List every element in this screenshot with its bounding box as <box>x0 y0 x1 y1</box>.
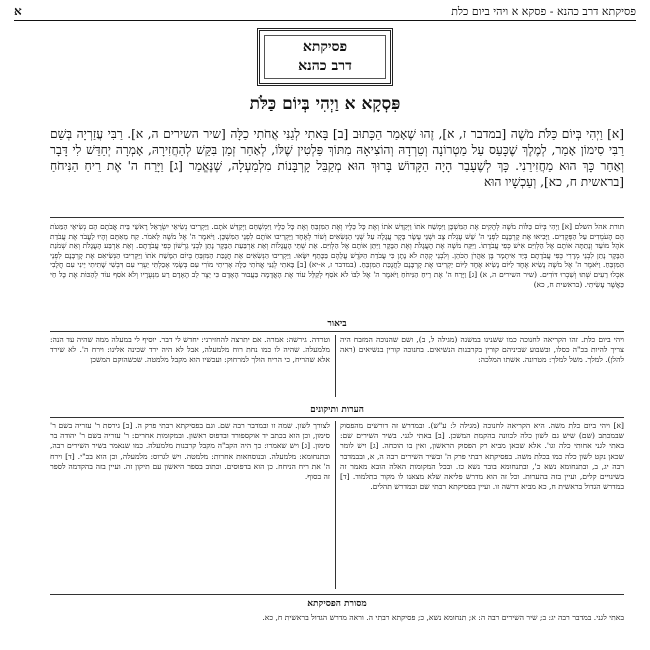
sources-text: באתי לגני. במדבר רבה יג: ב; שיר השירים רבה ה: א; תנחומא נשא, כ; פסיקתא רבתי ה. וראה מדרש הגדול בראשית ח, כא. <box>262 613 624 622</box>
sources-heading: מסורת הפסיקתא <box>307 599 367 609</box>
main-divider <box>50 217 624 218</box>
notes-right-column <box>340 421 624 589</box>
notes-column-divider <box>335 421 336 589</box>
notes-heading: הערות ותיקונים <box>310 405 364 415</box>
sources-block <box>50 613 624 623</box>
notes-left-column <box>50 421 330 589</box>
biur-right-text: ויהי ביום כלת. זהו הקריאה לחנוכה כמו ששנינו במשנה (מגילה ל, ב), ושם שהנוכה המזבח היה צריך להיות בכ"ה כסלו, ובשבוע שביניהם קורין בקרבנות הנשיאים. בחנוכה קורין בנשיאים (ראה להלן). למלך. משל למלך: מטרונה. אשתו המלכה: <box>340 335 624 365</box>
notes-rule <box>50 417 624 418</box>
page-letter: א <box>14 3 22 18</box>
running-header <box>14 2 636 21</box>
notes-left-text: לצורך לשון. שמה זו ובמדבר רבה שם. וגם בפסיקתא רבתי פרק ה. [ב] גירסת ר' עזריה בשם ר' סימון, וכן הוא בכתב יד אוקספורד ובדפוס ראשון. ובמקומות אחרים: ר' עזריה בשם ר' יהודה בר סימון. [ג] ויש שאמרו: כך היה הקב"ה מקבל קרבנות מלמעלה. כמו שנאמר בשיר השירים רבה, ובתנחומא: מלמעלה. ובנוסחאות אחרות: מלמטה. ויש לגרוס: מלמעלה, וכן הוא בכ"י. [ד] וירח ה' את ריח הניחח. כן הוא בדפוסים. וכתוב בספר היאשון עם תיקון זה. ועיין בזה בהקדמה לספר זה בסוף. <box>50 421 330 482</box>
biur-column-divider <box>335 335 336 397</box>
sources-rule <box>50 594 624 595</box>
biur-heading: ביאור <box>327 319 347 329</box>
notes-right-text: [א] ויהי ביום כלת משה. היא הקריאה לחנוכה (מגילה ל: ע"ש). ובמדרש זה דורשים מהפסוק שבמכתב (שם) שיש גם לשון כלה לכוונה בהקמת המשכן. [ב] באתי לגני. בשיר השירים שם: באתי לגני אחותי כלה וגו'. אלא שכאן מביא רק הפסוק הראשון, ואין בו הוכחה. [ג] ויש לומר שכאן נקט לשון כלה כמו בכלת משה. בפסיקתא רבתי פרק ה' ובשיר השירים רבה ה, א, ובבמדבר רבה יג, ב, ובתנחומא נשא כ', ובתנחומא בובר נשא כז. ובכל המקומות האלה הובא מאמר זה בשינויים קלים, ועיין בזה בהערות. וכל זה הוא מדרש פליאה שלא מצאנו לו מקור בתלמוד. [ד] במדרש הגדול בראשית ח, כא מביא דרשה זו. ועיין בפסיקתא רבתי שם ובמדרש תהלים. <box>340 421 624 492</box>
title-box <box>257 28 393 86</box>
main-text: [א] וַיְהִי בְּיוֹם כַּלֹּת מֹשֶׁה [במדבר ז, א], זֶהוּ שֶׁאָמַר הַכָּתוּב [ב] בָּאתִי לְגַנִּי אֲחֹתִי כַלָּה [שיר השירים ה, א]. רַבִּי עֲזַרְיָה בְּשֵׁם רַבִּי סִימוֹן אָמַר, לְמֶלֶךְ שֶׁכָּעַס עַל מַטְרוֹנָה וְטֵרְדָהּ וְהוֹצִיאָהּ מִתּוֹךְ פַּלְטִין שֶׁלּוֹ, לְאַחַר זְמַן בִּקֵּשׁ לְהַחֲזִירָהּ, אָמְרָה יְחַדֵּשׁ לִי דָּבָר וְאַחַר כָּךְ הוּא מַחֲזִירֵנִי. כָּךְ לְשֶׁעָבַר הָיָה הַקָּדוֹשׁ בָּרוּךְ הוּא מְקַבֵּל קָרְבָּנוֹת מִלְמַעְלָה, שֶׁנֶּאֱמַר [ג] וַיָּרַח ה' אֶת רֵיחַ הַנִּיחֹחַ [בראשית ח, כא], וְעַכְשָׁיו הוּא <box>50 127 624 189</box>
biur-left-text: וטרדה. גירשה: אמרה. אם יתרצה להחזירני: יחדש לי דבר. יוסיף לי במעלה ממה שהיה עד הנה: מלמעלה. שהיה לו כמו נחת רוח מלמעלה, אבל לא היה ירד שכינה אלינו: וירח ה'. לא שירד אלא שהריח, כי הריח הולך למרחוק: ועכשיו הוא מקבל מלמטה. שכשהוקם המשכן <box>50 335 330 365</box>
main-text-block <box>50 126 624 190</box>
title-line-2: דרב כהנא <box>298 58 352 74</box>
scripture-commentary-block <box>50 222 624 289</box>
biur-left-column <box>50 335 330 367</box>
biur-right-column <box>340 335 624 367</box>
chapter-heading: פִּסְקָא א וַיְהִי בְּיוֹם כַּלֹּת <box>249 94 401 114</box>
biur-rule <box>50 331 624 332</box>
title-line-1: פסיקתא <box>302 39 348 55</box>
title-box-text <box>298 38 352 76</box>
commentary-text: תורת אהל השלם [א] וַיְהִי בְּיוֹם כַּלּוֹת מֹשֶׁה לְהָקִים אֶת הַמִּשְׁכָּן וַיִּמְשַׁח אֹתוֹ וַיְקַדֵּשׁ אֹתוֹ וְאֶת כָּל כֵּלָיו וְאֶת הַמִּזְבֵּחַ וְאֶת כָּל כֵּלָיו וַיִּמְשָׁחֵם וַיְקַדֵּשׁ אֹתָם. וַיַּקְרִיבוּ נְשִׂיאֵי יִשְׂרָאֵל רָאשֵׁי בֵּית אֲבֹתָם הֵם נְשִׂיאֵי הַמַּטֹּת הֵם הָעֹמְדִים עַל הַפְּקֻדִים. וַיָּבִיאוּ אֶת קָרְבָּנָם לִפְנֵי ה' שֵׁשׁ עֶגְלֹת צָב וּשְׁנֵי עָשָׂר בָּקָר עֲגָלָה עַל שְׁנֵי הַנְּשִׂאִים וְשׁוֹר לְאֶחָד וַיַּקְרִיבוּ אוֹתָם לִפְנֵי הַמִּשְׁכָּן. וַיֹּאמֶר ה' אֶל מֹשֶׁה לֵּאמֹר. קַח מֵאִתָּם וְהָיוּ לַעֲבֹד אֶת עֲבֹדַת אֹהֶל מוֹעֵד וְנָתַתָּה אוֹתָם אֶל הַלְוִיִּם אִישׁ כְּפִי עֲבֹדָתוֹ. וַיִּקַּח מֹשֶׁה אֶת הָעֲגָלֹת וְאֶת הַבָּקָר וַיִּתֵּן אוֹתָם אֶל הַלְוִיִּם. אֵת שְׁתֵּי הָעֲגָלוֹת וְאֵת אַרְבַּעַת הַבָּקָר נָתַן לִבְנֵי גֵרְשׁוֹן כְּפִי עֲבֹדָתָם. וְאֵת אַרְבַּע הָעֲגָלֹת וְאֵת שְׁמֹנַת הַבָּקָר נָתַן לִבְנֵי מְרָרִי כְּפִי עֲבֹדָתָם בְּיַד אִיתָמָר בֶּן אַהֲרֹן הַכֹּהֵן. וְלִבְנֵי קְהָת לֹא נָתָן כִּי עֲבֹדַת הַקֹּדֶשׁ עֲלֵהֶם בַּכָּתֵף יִשָּׂאוּ. וַיַּקְרִיבוּ הַנְּשִׂאִים אֵת חֲנֻכַּת הַמִּזְבֵּחַ בְּיוֹם הִמָּשַׁח אֹתוֹ וַיַּקְרִיבוּ הַנְּשִׂיאִם אֶת קָרְבָּנָם לִפְנֵי הַמִּזְבֵּחַ. וַיֹּאמֶר ה' אֶל מֹשֶׁה נָשִׂיא אֶחָד לַיּוֹם נָשִׂיא אֶחָד לַיּוֹם יַקְרִיבוּ אֶת קָרְבָּנָם לַחֲנֻכַּת הַמִּזְבֵּחַ. (במדבר ז, א-יא) [ב] בָּאתִי לְגַנִּי אֲחֹתִי כַלָּה אָרִיתִי מוֹרִי עִם בְּשָׂמִי אָכַלְתִּי יַעְרִי עִם דִּבְשִׁי שָׁתִיתִי יֵינִי עִם חֲלָבִי אִכְלוּ רֵעִים שְׁתוּ וְשִׁכְרוּ דּוֹדִים. (שיר השירים ה, א) [ג] וַיָּרַח ה' אֶת רֵיחַ הַנִּיחֹחַ וַיֹּאמֶר ה' אֶל לִבּוֹ לֹא אֹסִף לְקַלֵּל עוֹד אֶת הָאֲדָמָה בַּעֲבוּר הָאָדָם כִּי יֵצֶר לֵב הָאָדָם רַע מִנְּעֻרָיו וְלֹא אֹסִף עוֹד לְהַכּוֹת אֶת כָּל חַי כַּאֲשֶׁר עָשִׂיתִי. (בראשית ח, כא) <box>50 222 625 289</box>
running-title: פסיקתא דרב כהנא - פסקא א ויהי ביום כלת <box>451 4 636 18</box>
